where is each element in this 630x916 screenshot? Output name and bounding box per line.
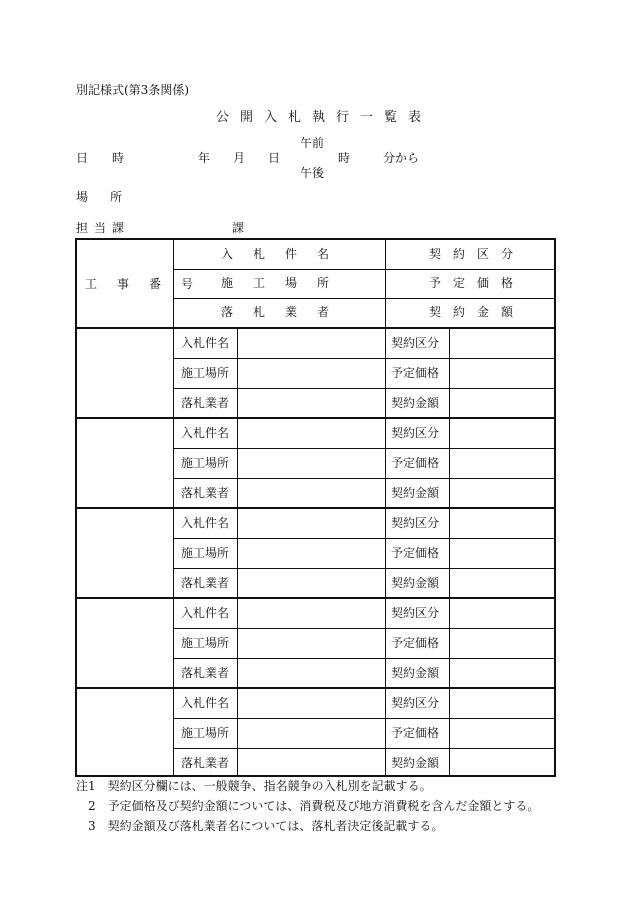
- row-label-winning-bidder: 落札業者: [181, 756, 230, 770]
- header-bid-name: 入札件名: [221, 247, 350, 261]
- group-divider: [77, 327, 554, 329]
- header-construction-number: 工事番号: [85, 277, 214, 291]
- pm-label: 午後: [300, 166, 325, 180]
- header-contract-amount: 契約金額: [429, 305, 526, 319]
- row-label-bid-name: 入札件名: [181, 426, 230, 440]
- col-divider: [237, 328, 238, 775]
- note-1: 注1 契約区分欄には、一般競争、指名競争の入札別を記載する。: [76, 779, 432, 793]
- header-contract-type: 契約区分: [429, 247, 526, 261]
- row-label-bid-name: 入札件名: [181, 606, 230, 620]
- row-label-contract-type: 契約区分: [391, 516, 440, 530]
- row-label-site: 施工場所: [181, 546, 230, 560]
- row-label-planned-price: 予定価格: [391, 456, 440, 470]
- row-label-contract-type: 契約区分: [391, 696, 440, 710]
- minute-from-label: 分から: [383, 151, 420, 165]
- year-label: 年: [198, 151, 211, 165]
- row-label-contract-type: 契約区分: [391, 606, 440, 620]
- time-label: 時: [112, 151, 125, 165]
- group-divider: [77, 687, 554, 689]
- note-2: 2 予定価格及び契約金額については、消費税及び地方消費税を含んだ金額とする。: [88, 799, 540, 813]
- row-label-site: 施工場所: [181, 366, 230, 380]
- hour-label: 時: [338, 151, 351, 165]
- am-label: 午前: [300, 136, 325, 150]
- header-winning-bidder: 落札業者: [221, 305, 350, 319]
- header-planned-price: 予定価格: [429, 276, 526, 290]
- row-divider: [173, 538, 554, 539]
- row-label-planned-price: 予定価格: [391, 636, 440, 650]
- row-divider: [173, 718, 554, 719]
- row-label-winning-bidder: 落札業者: [181, 666, 230, 680]
- col-divider: [449, 328, 450, 775]
- row-label-winning-bidder: 落札業者: [181, 396, 230, 410]
- department-suffix: 課: [232, 221, 245, 235]
- row-divider: [173, 298, 554, 299]
- row-label-bid-name: 入札件名: [181, 516, 230, 530]
- row-label-site: 施工場所: [181, 636, 230, 650]
- row-divider: [173, 388, 554, 389]
- row-divider: [173, 448, 554, 449]
- month-label: 月: [233, 151, 246, 165]
- row-divider: [173, 358, 554, 359]
- day-label: 日: [268, 151, 281, 165]
- row-label-site: 施工場所: [181, 456, 230, 470]
- department-label: 担当課: [76, 221, 131, 235]
- row-label-planned-price: 予定価格: [391, 726, 440, 740]
- row-label-contract-amount: 契約金額: [391, 756, 440, 770]
- row-divider: [173, 269, 554, 270]
- row-label-contract-type: 契約区分: [391, 336, 440, 350]
- document-title: 公開入札執行一覧表: [216, 110, 433, 125]
- note-3: 3 契約金額及び落札業者名については、落札者決定後記載する。: [88, 819, 444, 833]
- bid-table: [75, 238, 556, 777]
- row-label-bid-name: 入札件名: [181, 696, 230, 710]
- row-label-contract-amount: 契約金額: [391, 576, 440, 590]
- row-divider: [173, 658, 554, 659]
- row-divider: [173, 568, 554, 569]
- row-label-contract-amount: 契約金額: [391, 666, 440, 680]
- place-label: 場所: [76, 190, 145, 204]
- row-label-contract-type: 契約区分: [391, 426, 440, 440]
- header-site: 施工場所: [221, 276, 350, 290]
- row-label-contract-amount: 契約金額: [391, 486, 440, 500]
- row-label-bid-name: 入札件名: [181, 336, 230, 350]
- form-label: 別記様式(第3条関係): [76, 83, 189, 97]
- row-label-planned-price: 予定価格: [391, 366, 440, 380]
- row-label-planned-price: 予定価格: [391, 546, 440, 560]
- row-divider: [173, 748, 554, 749]
- row-divider: [173, 628, 554, 629]
- row-label-contract-amount: 契約金額: [391, 396, 440, 410]
- row-label-winning-bidder: 落札業者: [181, 576, 230, 590]
- group-divider: [77, 507, 554, 509]
- row-label-site: 施工場所: [181, 726, 230, 740]
- group-divider: [77, 417, 554, 419]
- row-label-winning-bidder: 落札業者: [181, 486, 230, 500]
- group-divider: [77, 597, 554, 599]
- row-divider: [173, 478, 554, 479]
- date-label: 日: [76, 151, 111, 165]
